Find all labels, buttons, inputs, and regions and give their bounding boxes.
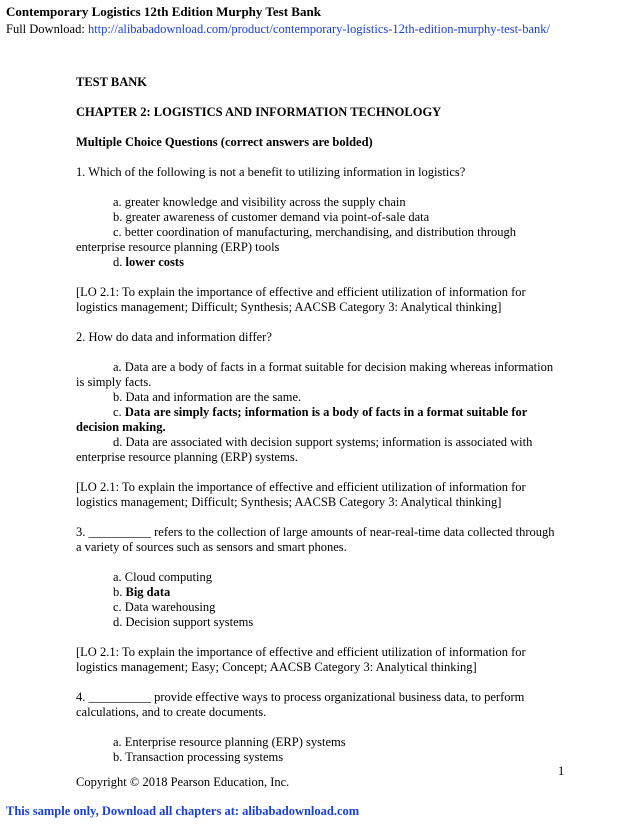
- q3-learning-objective-cont: logistics management; Easy; Concept; AACSB Category 3: Analytical thinking]: [76, 660, 477, 674]
- q3-option-b: [76, 585, 576, 600]
- q2-correct-answer: Data are simply facts; information is a body of facts in a format suitable for: [124, 405, 528, 419]
- full-download-line: [6, 22, 550, 37]
- q4-option-a: a. Enterprise resource planning (ERP) systems: [113, 735, 346, 749]
- q3-learning-objective: [LO 2.1: To explain the importance of effective and efficient utilization of information for: [76, 645, 526, 659]
- q1-option-b: b. greater awareness of customer demand via point-of-sale data: [113, 210, 430, 224]
- copyright-notice: Copyright © 2018 Pearson Education, Inc.: [76, 775, 290, 789]
- q1-option-d: [76, 255, 576, 270]
- q3-question: 3. __________ refers to the collection of large amounts of near-real-time data collected through: [76, 525, 555, 539]
- q1-correct-answer: lower costs: [125, 255, 184, 269]
- q3-option-a: a. Cloud computing: [113, 570, 212, 584]
- q2-option-d-cont: enterprise resource planning (ERP) systems.: [76, 450, 298, 464]
- q2-option-d: d. Data are associated with decision support systems; information is associated with: [113, 435, 533, 449]
- page-number: 1: [558, 764, 565, 778]
- download-footer-link[interactable]: This sample only, Download all chapters at: alibabadownload.com: [6, 804, 360, 818]
- test-bank-heading: TEST BANK: [76, 75, 147, 89]
- q3-option-d: d. Decision support systems: [113, 615, 254, 629]
- q2-correct-answer-cont: decision making.: [76, 420, 166, 434]
- q2-question: 2. How do data and information differ?: [76, 330, 272, 344]
- q1-option-c-cont: enterprise resource planning (ERP) tools: [76, 240, 280, 254]
- q3-correct-answer: Big data: [125, 585, 171, 599]
- q2-option-c-prefix: c.: [113, 405, 125, 419]
- q2-option-a-cont: is simply facts.: [76, 375, 152, 389]
- q3-option-c: c. Data warehousing: [113, 600, 216, 614]
- document-banner-title: Contemporary Logistics 12th Edition Murphy Test Bank: [6, 4, 321, 19]
- q1-option-a: a. greater knowledge and visibility across the supply chain: [113, 195, 406, 209]
- q2-option-b: b. Data and information are the same.: [113, 390, 302, 404]
- q2-learning-objective: [LO 2.1: To explain the importance of effective and efficient utilization of information for: [76, 480, 526, 494]
- page-body: [76, 75, 576, 765]
- q1-question: 1. Which of the following is not a benefit to utilizing information in logistics?: [76, 165, 466, 179]
- q4-option-b: b. Transaction processing systems: [113, 750, 284, 764]
- q3-option-b-prefix: b.: [113, 585, 126, 599]
- section-title: Multiple Choice Questions (correct answers are bolded): [76, 135, 373, 149]
- q2-learning-objective-cont: logistics management; Difficult; Synthesis; AACSB Category 3: Analytical thinking]: [76, 495, 502, 509]
- q4-question: 4. __________ provide effective ways to process organizational business data, to perform: [76, 690, 525, 704]
- q1-option-d-prefix: d.: [113, 255, 126, 269]
- q1-learning-objective-cont: logistics management; Difficult; Synthesis; AACSB Category 3: Analytical thinking]: [76, 300, 502, 314]
- q1-learning-objective: [LO 2.1: To explain the importance of effective and efficient utilization of information for: [76, 285, 526, 299]
- q4-question-cont: calculations, and to create documents.: [76, 705, 267, 719]
- q3-question-cont: a variety of sources such as sensors and smart phones.: [76, 540, 347, 554]
- chapter-title: CHAPTER 2: LOGISTICS AND INFORMATION TECHNOLOGY: [76, 105, 442, 119]
- q2-option-c: [76, 405, 576, 420]
- q1-option-c: c. better coordination of manufacturing, merchandising, and distribution through: [113, 225, 517, 239]
- download-label: Full Download:: [6, 22, 88, 36]
- q2-option-a: a. Data are a body of facts in a format suitable for decision making whereas information: [113, 360, 554, 374]
- download-link[interactable]: http://alibabadownload.com/product/contemporary-logistics-12th-edition-murphy-test-bank/: [87, 22, 550, 36]
